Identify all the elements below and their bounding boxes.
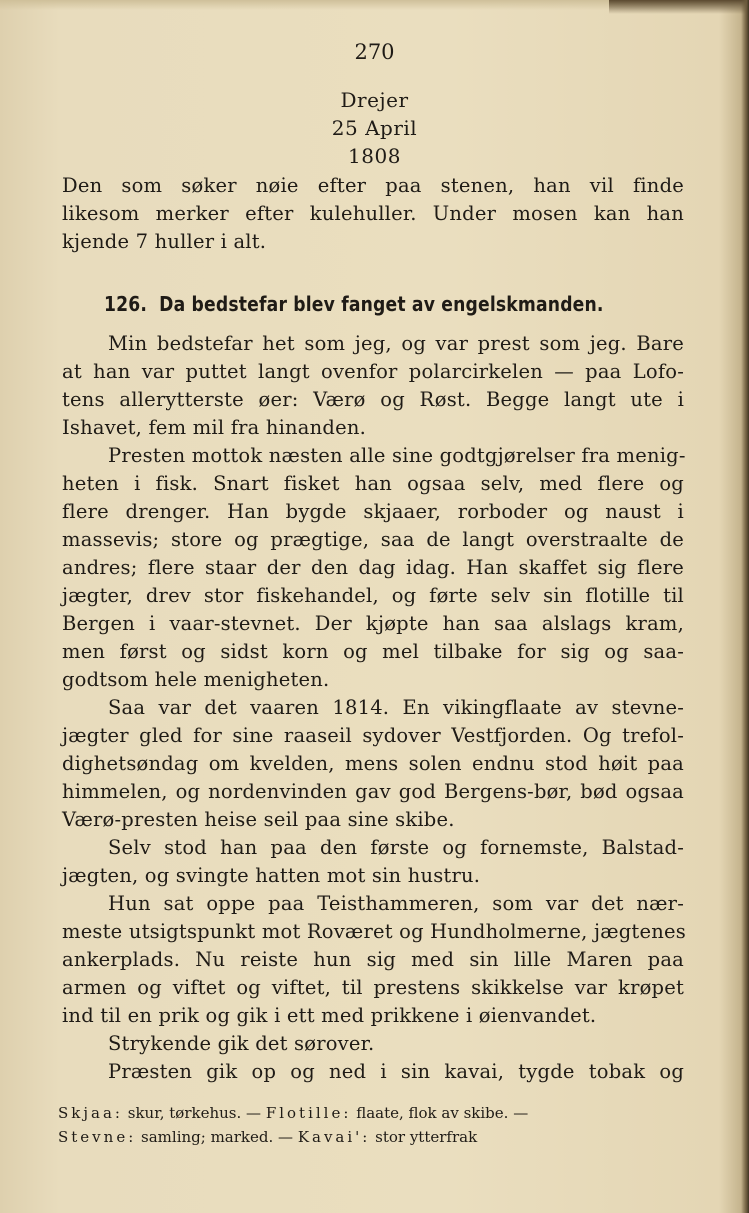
text-line: Den som søker nøie efter paa stenen, han vil finde	[62, 174, 684, 197]
text-line: armen og viftet og viftet, til prestens skikkelse var krøpet	[62, 976, 684, 999]
text-line: tens allerytterste øer: Værø og Røst. Begge langt ute i	[62, 388, 684, 411]
text-line: Ishavet, fem mil fra hinanden.	[62, 416, 366, 439]
footnote-definition: skur, tørkehus.	[127, 1104, 242, 1122]
text-line: ankerplads. Nu reiste hun sig med sin lille Maren paa	[62, 948, 684, 971]
page-corner-shadow	[609, 0, 749, 14]
section-heading	[104, 292, 604, 316]
footnote-term: Flotille:	[265, 1104, 352, 1122]
dateline-author: Drejer	[340, 88, 409, 112]
text-line: himmelen, og nordenvinden gav god Bergens-bør, bød ogsaa	[62, 780, 684, 803]
text-line: kjende 7 huller i alt.	[62, 230, 267, 253]
section-title: Da bedstefar blev fanget av engelskmanden.	[159, 292, 604, 316]
text-line: Præsten gik op og ned i sin kavai, tygde tobak og	[108, 1060, 684, 1083]
text-line: meste utsigtspunkt mot Roværet og Hundholmerne, jægtenes	[62, 920, 686, 943]
text-line: ind til en prik og gik i ett med prikkene i øienvandet.	[62, 1004, 597, 1027]
page-edge	[741, 0, 749, 1213]
text-line: men først og sidst korn og mel tilbake for sig og saa-	[62, 640, 684, 663]
text-line: flere drenger. Han bygde skjaaer, rorboder og naust i	[62, 500, 684, 523]
footnote-line	[58, 1126, 686, 1148]
text-line: jægter, drev stor fiskehandel, og førte selv sin flotille til	[62, 584, 684, 607]
text-line: dighetsøndag om kvelden, mens solen endnu stod høit paa	[62, 752, 684, 775]
footnote-separator: —	[513, 1104, 529, 1122]
text-line: andres; flere staar der den dag idag. Han skaffet sig flere	[62, 556, 684, 579]
dateline-year: 1808	[348, 144, 401, 168]
text-line: likesom merker efter kulehuller. Under mosen kan han	[62, 202, 684, 225]
footnote-separator: —	[246, 1104, 262, 1122]
text-line: heten i fisk. Snart fisket han ogsaa selv, med flere og	[62, 472, 684, 495]
text-line: Saa var det vaaren 1814. En vikingflaate av stevne-	[108, 696, 684, 719]
text-line: jægten, og svingte hatten mot sin hustru.	[62, 864, 481, 887]
footnote-line	[58, 1102, 686, 1124]
text-line: Hun sat oppe paa Teisthammeren, som var det nær-	[108, 892, 684, 915]
text-line: Selv stod han paa den første og fornemste, Balstad-	[108, 836, 684, 859]
text-line: godtsom hele menigheten.	[62, 668, 330, 691]
footnote-separator: —	[278, 1128, 294, 1146]
text-line: jægter gled for sine raaseil sydover Vestfjorden. Og trefol-	[62, 724, 684, 747]
text-line: Presten mottok næsten alle sine godtgjørelser fra menig-	[108, 444, 686, 467]
text-line: massevis; store og prægtige, saa de langt overstraalte de	[62, 528, 684, 551]
footnote-term: Kavai':	[297, 1128, 371, 1146]
footnote-term: Skjaa:	[58, 1104, 123, 1122]
text-line: at han var puttet langt ovenfor polarcirkelen — paa Lofo-	[62, 360, 684, 383]
section-number: 126.	[104, 292, 148, 316]
footnote-term: Stevne:	[58, 1128, 137, 1146]
footnote-definition: samling; marked.	[141, 1128, 274, 1146]
text-line: Strykende gik det sørover.	[108, 1032, 375, 1055]
footnote-definition: stor ytterfrak	[375, 1128, 478, 1146]
text-line: Værø-presten heise seil paa sine skibe.	[62, 808, 455, 831]
dateline-date: 25 April	[331, 116, 418, 140]
footnote-definition: flaate, flok av skibe.	[356, 1104, 509, 1122]
text-line: Min bedstefar het som jeg, og var prest som jeg. Bare	[108, 332, 684, 355]
page-number: 270	[354, 40, 395, 64]
text-line: Bergen i vaar-stevnet. Der kjøpte han saa alslags kram,	[62, 612, 684, 635]
